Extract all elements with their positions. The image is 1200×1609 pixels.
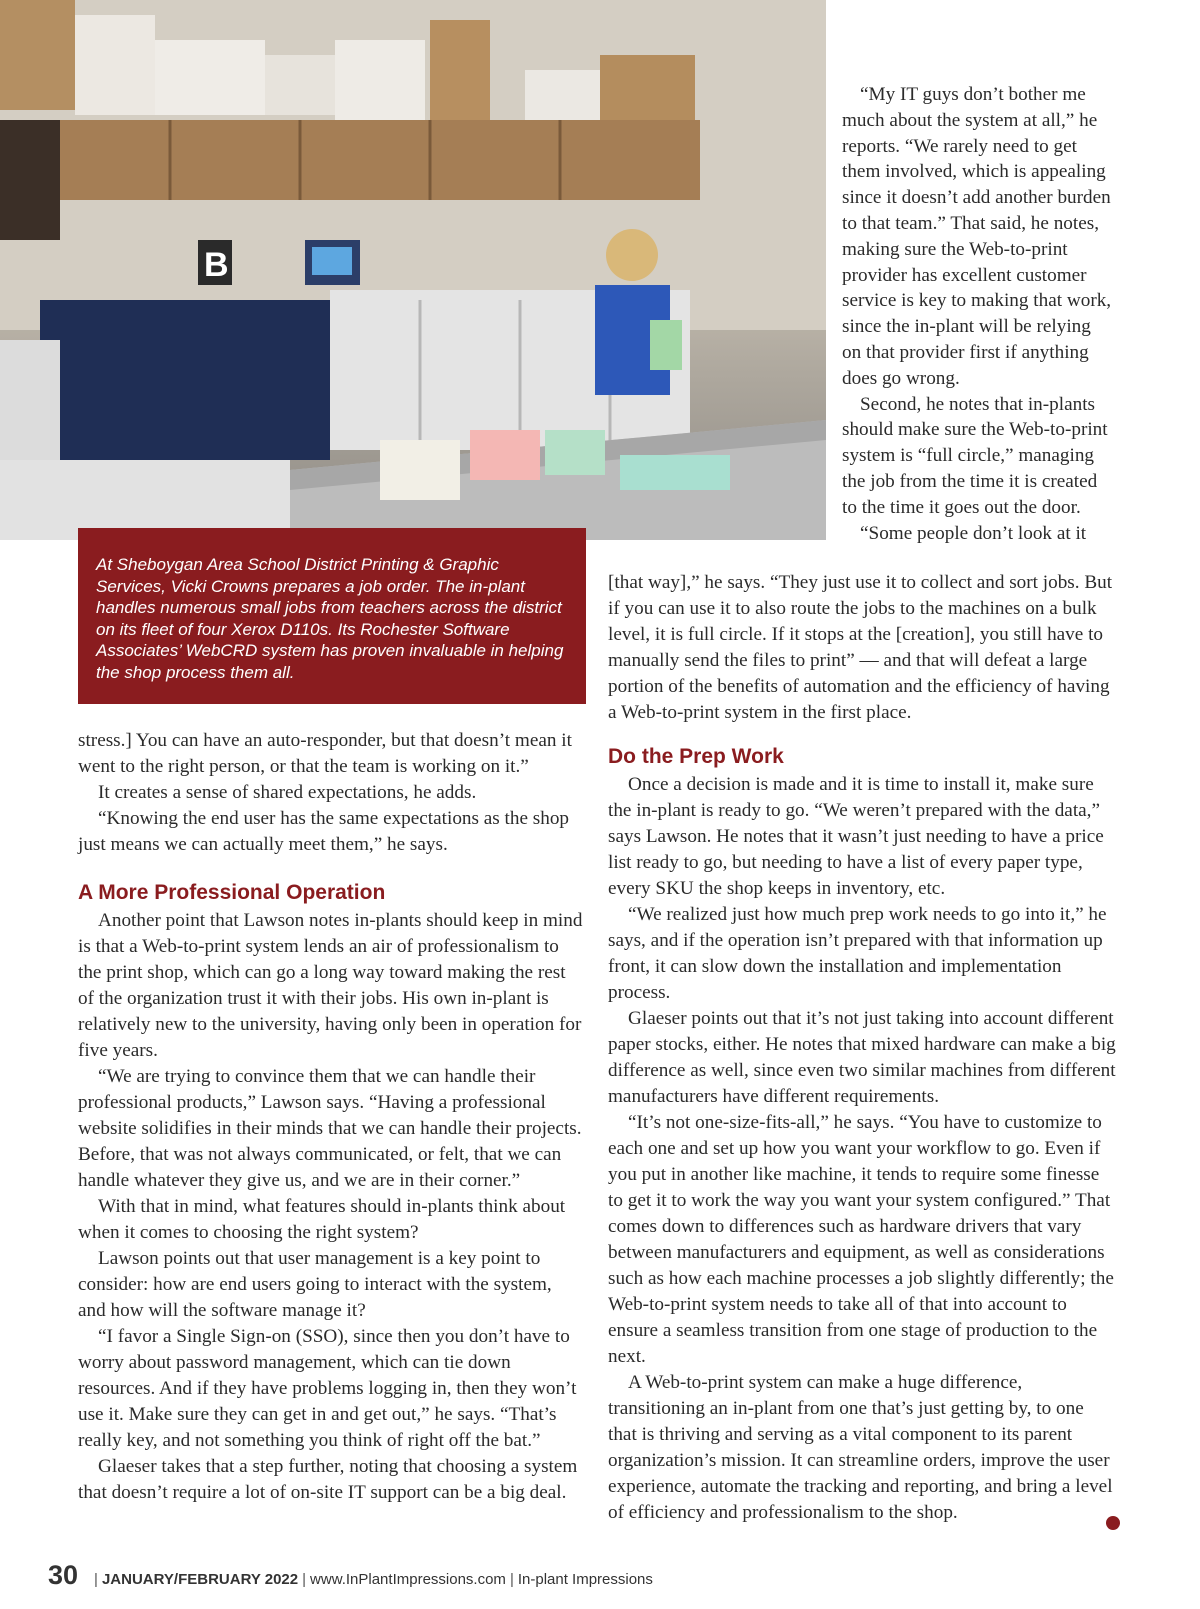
right-column	[608, 570, 1116, 1526]
paragraph: Once a decision is made and it is time to install it, make sure the in-plant is ready to go. “We weren’t prepared with the data,” says Lawson. He notes that it wasn’t just needing to have a price list ready to go, but needing to have a list of every paper type, every SKU the shop keeps in inventory, etc.	[608, 774, 1104, 899]
paragraph: It creates a sense of shared expectations, he adds.	[98, 782, 477, 803]
paragraph: “We are trying to convince them that we can handle their professional products,” Lawson says. “Having a professional website solidifies in their minds that we can handle their projects. Before, that was not always communicated, or felt, that we can handle whatever they give us, and we are in their corner.”	[78, 1066, 582, 1191]
paragraph: “I favor a Single Sign-on (SSO), since then you don’t have to worry about password management, which can tie down resources. And if they have problems logging in, then they won’t use it. Make sure they can get in and get out,” he says. “That’s really key, and not something you think of right off the bat.”	[78, 1326, 577, 1451]
article-photo	[0, 0, 826, 540]
paragraph: “Knowing the end user has the same expectations as the shop just means we can actually meet them,” he says.	[78, 808, 570, 855]
print-shop-photo	[0, 0, 826, 540]
paragraph: “We realized just how much prep work needs to go into it,” he says, and if the operation isn’t prepared with that information up front, it can slow down the installation and implementation process.	[608, 904, 1107, 1003]
section-heading: A More Professional Operation	[78, 881, 386, 904]
paragraph: Lawson points out that user management is a key point to consider: how are end users going to interact with the system, and how will the software manage it?	[78, 1248, 552, 1321]
paragraph: Second, he notes that in-plants should make sure the Web-to-print system is “full circle,” managing the job from the time it is created to the time it goes out the door.	[842, 393, 1108, 518]
sign-letter-b: B	[204, 246, 229, 284]
footer-separator: |	[302, 1571, 307, 1588]
left-column	[78, 728, 584, 1506]
footer-separator: |	[509, 1571, 514, 1588]
paragraph: “It’s not one-size-fits-all,” he says. “You have to customize to each one and set up how you want your workflow to go. Even if you put in another like machine, it tends to require some finesse to get it to work the way you want your system configured.” That comes down to differences such as hardware drivers that vary between manufacturers and equipment, as well as considerations such as how each machine processes a job slightly differently; the Web-to-print system needs to take all of that into account to ensure a seamless transition from one stage of production to the next.	[608, 1112, 1114, 1367]
page-footer	[48, 1560, 653, 1596]
right-column-top	[842, 82, 1112, 546]
website-link[interactable]: www.InPlantImpressions.com	[310, 1571, 506, 1588]
end-of-article-dot	[1106, 1516, 1120, 1530]
publication-name: In-plant Impressions	[517, 1571, 653, 1588]
photo-caption: At Sheboygan Area School District Printing & Graphic Services, Vicki Crowns prepares a job order. The in-plant handles numerous small jobs from teachers across the district on its fleet of four Xerox D110s. Its Rochester Software Associates’ WebCRD system has proven invaluable in helping the shop process them all.	[78, 528, 586, 704]
page-number: 30	[48, 1560, 79, 1590]
paragraph: “My IT guys don’t bother me much about the system at all,” he reports. “We rarely need to get them involved, which is appealing since it doesn’t add another burden to that team.” That said, he notes, making sure the Web-to-print provider has excellent customer service is key to making that work, since the in-plant will be relying on that provider first if anything does go wrong.	[842, 84, 1112, 389]
footer-separator: |	[94, 1571, 98, 1588]
paragraph: “Some people don’t look at it	[860, 522, 1087, 544]
paragraph: With that in mind, what features should in-plants think about when it comes to choosing the right system?	[78, 1196, 566, 1243]
paragraph: stress.] You can have an auto-responder, but that doesn’t mean it went to the right person, or that the team is working on it.”	[78, 730, 572, 777]
section-heading: Do the Prep Work	[608, 745, 784, 768]
issue-date: JANUARY/FEBRUARY 2022	[101, 1571, 299, 1588]
paragraph: Another point that Lawson notes in-plants should keep in mind is that a Web-to-print system lends an air of professionalism to the print shop, which can go a long way toward making the rest of the organization trust it with their jobs. His own in-plant is relatively new to the university, having only been in operation for five years.	[78, 910, 583, 1061]
paragraph: Glaeser points out that it’s not just taking into account different paper stocks, either. He notes that mixed hardware can make a big difference as well, since even two similar machines from different manufacturers have different requirements.	[608, 1008, 1116, 1107]
paragraph: A Web-to-print system can make a huge difference, transitioning an in-plant from one that’s just getting by, to one that is thriving and serving as a vital component to its parent organization’s mission. It can streamline orders, improve the user experience, automate the tracking and reporting, and bring a level of efficiency and professionalism to the shop.	[608, 1372, 1113, 1523]
paragraph: Glaeser takes that a step further, noting that choosing a system that doesn’t require a lot of on-site IT support can be a big deal.	[78, 1456, 578, 1503]
paragraph: [that way],” he says. “They just use it to collect and sort jobs. But if you can use it to also route the jobs to the machines on a bulk level, it is full circle. If it stops at the [creation], you still have to manually send the files to print” — and that will defeat a large portion of the benefits of automation and the efficiency of having a Web-to-print system in the first place.	[608, 572, 1113, 723]
